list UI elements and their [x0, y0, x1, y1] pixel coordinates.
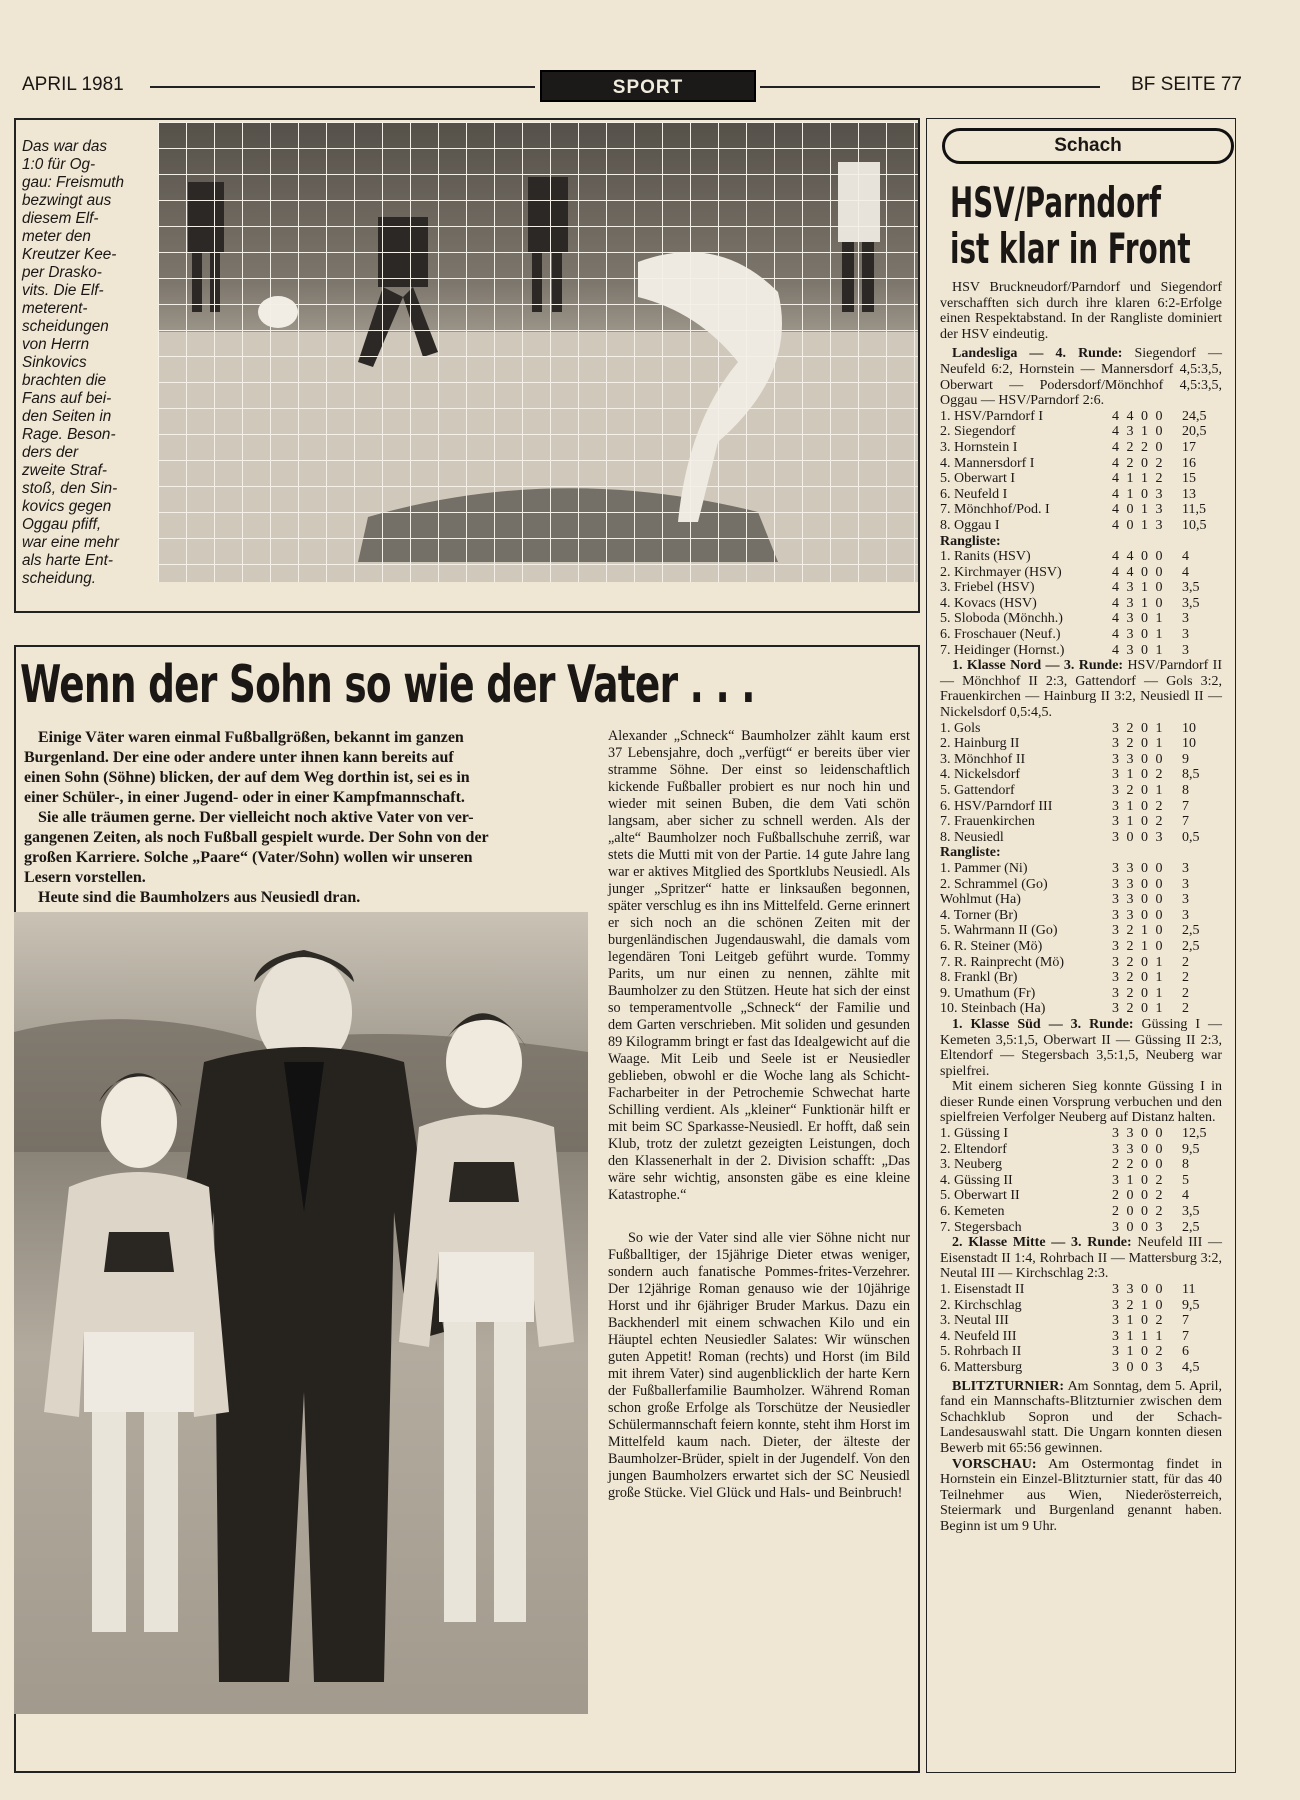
standings-score: 3 3 0 0 — [1112, 1141, 1165, 1157]
standings-score: 4 3 0 1 — [1112, 627, 1165, 643]
sued-text: Güssing I — Kemeten 3,5:1,5, Oberwart II — Güssing II 2:3, Eltendorf — Stegersbach 3,5:1,5, Neuberg war spielfrei. — [940, 1016, 1223, 1079]
standings-row — [940, 1220, 1222, 1236]
standings-pts: 3 — [1182, 627, 1189, 643]
standings-pts: 16 — [1182, 455, 1196, 471]
standings-pts: 7 — [1182, 814, 1189, 830]
standings-row — [940, 814, 1222, 830]
standings-score: 3 3 0 0 — [1112, 860, 1165, 876]
standings-name: 4. Nickelsdorf — [940, 767, 1021, 783]
standings-score: 3 0 0 3 — [1112, 1359, 1165, 1375]
standings-score: 3 3 0 0 — [1112, 751, 1165, 767]
standings-score: 4 2 0 2 — [1112, 455, 1165, 471]
standings-row — [940, 861, 1222, 877]
standings-name: 7. Heidinger (Hornst.) — [940, 642, 1065, 658]
blitz-text: Am Sonntag, dem 5. April, fand ein Mannschafts-Blitzturnier zwischen dem Schachklub Sopron und der Schach-Landesauswahl statt. Die Ungarn konnten diesen Bewerb mit 65:56 gewinnen. — [940, 1378, 1222, 1456]
standings-pts: 9 — [1182, 751, 1189, 767]
standings-row — [940, 1313, 1222, 1329]
standings-row — [940, 736, 1222, 752]
caption-line: Oggau pfiff, — [22, 516, 102, 533]
standings-score: 3 2 0 1 — [1112, 720, 1165, 736]
caption-line: von Herrn — [22, 336, 90, 353]
standings-row — [940, 1188, 1222, 1204]
standings-row — [940, 955, 1222, 971]
caption-line: Das war das — [22, 138, 108, 155]
standings-name: 3. Hornstein I — [940, 439, 1018, 455]
intro-line: Lesern vorstellen. — [24, 869, 146, 886]
standings-pts: 7 — [1182, 1313, 1189, 1329]
standings-score: 3 0 0 3 — [1112, 829, 1165, 845]
standings-row — [940, 502, 1222, 518]
vorschau-block — [940, 1457, 1222, 1535]
standings-score: 3 1 0 2 — [1112, 767, 1165, 783]
mitte-block — [940, 1235, 1222, 1282]
standings-row — [940, 752, 1222, 768]
caption-line: scheidungen — [22, 318, 109, 335]
article-intro — [24, 728, 584, 908]
caption-line: scheidung. — [22, 570, 96, 587]
landesliga-rangliste-label: Rangliste: — [940, 533, 1001, 549]
standings-score: 3 3 0 0 — [1112, 876, 1165, 892]
caption-line: ders der — [22, 444, 79, 461]
family-portrait-icon — [14, 912, 588, 1714]
standings-score: 4 3 0 1 — [1112, 611, 1165, 627]
standings-name: 1. Ranits (HSV) — [940, 549, 1031, 565]
standings-row — [940, 1142, 1222, 1158]
standings-score: 3 2 0 1 — [1112, 783, 1165, 798]
caption-line: stoß, den Sin- — [22, 480, 118, 497]
chess-results — [940, 280, 1222, 1535]
standings-name: 1. Güssing I — [940, 1126, 1009, 1142]
standings-score: 2 0 0 2 — [1112, 1204, 1165, 1220]
nord-rangliste-label: Rangliste: — [940, 845, 1001, 861]
intro-line: einen Sohn (Söhne) blicken, der auf dem Weg dorthin ist, sei es in — [24, 769, 470, 786]
standings-name: 5. Rohrbach II — [940, 1344, 1022, 1360]
caption-line: als harte Ent- — [22, 552, 113, 569]
standings-pts: 7 — [1182, 798, 1189, 814]
standings-name: 2. Kirchschlag — [940, 1297, 1022, 1313]
standings-pts: 10 — [1182, 720, 1196, 736]
standings-name: 1. Gols — [940, 720, 981, 736]
standings-name: 5. Sloboda (Mönchh.) — [940, 611, 1063, 627]
caption-line: Kreutzer Kee- — [22, 246, 117, 263]
standings-pts: 3 — [1182, 611, 1189, 627]
standings-score: 3 2 0 1 — [1112, 954, 1165, 970]
standings-name: 8. Frankl (Br) — [940, 970, 1018, 986]
standings-row — [940, 908, 1222, 924]
standings-score: 3 1 0 2 — [1112, 1172, 1165, 1188]
article-paragraph-1: Alexander „Schneck“ Baumholzer zählt kaum erst 37 Lebensjahre, doch „verfügt“ er bereits über vier stramme Söhne. Der einst so leidenschaftlich kickende Fußballer probiert es nur noch hin und wieder mit seinen Buben, die dem Vati schön langsam, aber sicher zu schnell werden. Als der „alte“ Baumholzer noch Fußballschuhe zerriß, war stets die Mutti mit von der Partie. 14 gute Jahre lang war er aktives Mitglied des Sportklubs Neusiedl. Als junger „Spritzer“ hatte er linksaußen begonnen, später verschlug es ihn ins Mittelfeld. Gerne erinnert er sich noch an die schönen Zeiten mit der burgenländischen Jugendauswahl, die damals vom legendären Toni Leitgeb geführt wurde. Tommy Parits, um nur einen zu nennen, zählte mit Baumholzer zu den Stützen. Heute hat sich der einst so temperamentvolle „Schneck“ der Familie und dem Garten verschrieben. Mit soliden und gesunden 89 Kilogramm bringt er fast das Idealgewicht auf die Waage. Mit Leib und Seele ist er Neusiedler geblieben, obwohl er die Woche lang als Schicht-Facharbeiter in der Petrochemie Schwechat harte Schilling verdient. Als „kleiner“ Funktionär hilft er mit beim SC Sparkasse-Neusiedl. Er hofft, daß sein Klub, trotz der zuletzt gezeigten Leistungen, doch den Klassenerhalt in der 2. Division schafft: „Das wäre sehr wichtig, ansonsten gäbe es eine kleine Katastrophe.“ — [608, 728, 910, 1203]
caption-line: war eine mehr — [22, 534, 119, 551]
standings-score: 3 3 0 0 — [1112, 1126, 1165, 1142]
standings-pts: 8 — [1182, 783, 1189, 798]
standings-score: 4 4 0 0 — [1112, 564, 1165, 580]
intro-line: Heute sind die Baumholzers aus Neusiedl dran. — [38, 889, 361, 906]
standings-name: 1. HSV/Parndorf I — [940, 408, 1044, 424]
standings-pts: 3 — [1182, 876, 1189, 892]
intro-line: einer Schüler-, in einer Jugend- oder in einer Kampfmannschaft. — [24, 789, 465, 806]
sued-label: 1. Klasse Süd — 3. Runde: — [952, 1016, 1134, 1032]
standings-row — [940, 487, 1222, 503]
standings-pts: 20,5 — [1182, 424, 1207, 440]
blitz-block — [940, 1379, 1222, 1457]
caption-line: kovics gegen — [22, 498, 112, 515]
article-body — [608, 728, 910, 1516]
standings-name: Wohlmut (Ha) — [940, 892, 1021, 908]
standings-score: 4 2 2 0 — [1112, 439, 1165, 455]
standings-score: 3 2 0 1 — [1112, 985, 1165, 1001]
standings-name: 2. Schrammel (Go) — [940, 876, 1048, 892]
standings-name: 3. Neuberg — [940, 1157, 1002, 1173]
nord-text: HSV/Parndorf II — Mönchhof II 2:3, Gattendorf — Gols 3:2, Frauenkirchen — Hainburg II 3:2, Neusiedl II — Nickelsdorf 0,5:4,5. — [940, 658, 1222, 721]
caption-line: gau: Freismuth — [22, 174, 125, 191]
standings-pts: 3 — [1182, 642, 1189, 658]
header-rule-right — [760, 86, 1100, 88]
standings-name: 9. Umathum (Fr) — [940, 985, 1036, 1001]
caption-line: diesem Elf- — [22, 210, 99, 227]
standings-row — [940, 565, 1222, 581]
standings-row — [940, 1157, 1222, 1173]
standings-row — [940, 1126, 1222, 1142]
standings-row — [940, 471, 1222, 487]
nord-table — [940, 721, 1222, 846]
standings-name: 3. Mönchhof II — [940, 751, 1026, 767]
standings-pts: 2,5 — [1182, 1219, 1200, 1235]
sued-extra: Mit einem sicheren Sieg konnte Güssing I in dieser Runde einen Vorsprung verbuchen und den spielfreien Verfolger Neuberg auf Distanz halten. — [940, 1079, 1222, 1126]
standings-score: 3 2 0 1 — [1112, 970, 1165, 986]
standings-row — [940, 518, 1222, 534]
standings-name: 4. Torner (Br) — [940, 907, 1018, 923]
caption-line: Rage. Beson- — [22, 426, 116, 443]
landesliga-label: Landesliga — 4. Runde: — [952, 346, 1123, 362]
standings-name: 6. HSV/Parndorf III — [940, 798, 1053, 814]
standings-pts: 24,5 — [1182, 408, 1207, 424]
standings-score: 4 1 1 2 — [1112, 471, 1165, 487]
standings-pts: 2 — [1182, 970, 1189, 986]
standings-pts: 9,5 — [1182, 1297, 1200, 1313]
standings-pts: 12,5 — [1182, 1126, 1207, 1142]
standings-score: 4 3 0 1 — [1112, 642, 1165, 658]
standings-score: 3 1 1 1 — [1112, 1328, 1165, 1344]
standings-pts: 7 — [1182, 1328, 1189, 1344]
standings-pts: 3 — [1182, 860, 1189, 876]
standings-name: 5. Gattendorf — [940, 783, 1015, 798]
standings-name: 1. Pammer (Ni) — [940, 860, 1028, 876]
standings-pts: 2 — [1182, 1001, 1189, 1017]
standings-row — [940, 986, 1222, 1002]
standings-pts: 10,5 — [1182, 517, 1207, 533]
goal-net-photo-icon — [158, 122, 918, 582]
caption-line: Sinkovics — [22, 354, 87, 371]
vorschau-text: Am Ostermontag findet in Hornstein ein Einzel-Blitzturnier statt, für das 40 Teilnehmer aus Wien, Niederösterreich, Steiermark und Burgenland genannt haben. Beginn ist um 9 Uhr. — [940, 1456, 1222, 1534]
standings-pts: 4,5 — [1182, 1359, 1200, 1375]
standings-row — [940, 923, 1222, 939]
standings-pts: 17 — [1182, 439, 1196, 455]
standings-pts: 2 — [1182, 985, 1189, 1001]
nord-rangliste — [940, 861, 1222, 1017]
standings-row — [940, 1298, 1222, 1314]
standings-pts: 3 — [1182, 907, 1189, 923]
standings-name: 4. Neufeld III — [940, 1328, 1017, 1344]
standings-pts: 8,5 — [1182, 767, 1200, 783]
blitz-label: BLITZTURNIER: — [952, 1378, 1065, 1394]
standings-row — [940, 1360, 1222, 1376]
standings-pts: 2,5 — [1182, 923, 1200, 939]
caption-line: 1:0 für Og- — [22, 156, 96, 173]
caption-line: vits. Die Elf- — [22, 282, 104, 299]
article-paragraph-2: So wie der Vater sind alle vier Söhne nicht nur Fußballtiger, der 15jährige Dieter etwas weniger, sondern auch fanatische Pommes-frites-Verzehrer. Der 12jährige Roman genauso wie der 10jährige Horst und ihr 6jähriger Bruder Markus. Dazu ein Backhenderl mit einem schwachen Kilo und ein Häuptel echten Neusiedler Salates: Wir wünschen guten Appetit! Roman (rechts) und Horst (im Bild mit ihrem Vater) sind augenblicklich der harte Kern der Fußballerfamilie Baumholzer. Während Roman schon große Erfolge als Torschütze der Neusiedler Schülermannschaft feiern konnte, steht ihm Horst im Mittelfeld kaum nach. Dieter, der älteste der Baumholzer-Brüder, spielt in der Jugendelf. Von den jungen Baumholzers erwartet sich der SC Neusiedl große Stücke. Viel Glück und Hals- und Beinbruch! — [608, 1230, 910, 1501]
landesliga-table — [940, 409, 1222, 534]
nord-label: 1. Klasse Nord — 3. Runde: — [952, 658, 1124, 674]
sued-block — [940, 1017, 1222, 1079]
standings-pts: 3 — [1182, 892, 1189, 908]
caption-line: Fans auf bei- — [22, 390, 112, 407]
standings-row — [940, 549, 1222, 565]
caption-line: bezwingt aus — [22, 192, 112, 209]
standings-row — [940, 643, 1222, 659]
caption-line: meter den — [22, 228, 91, 245]
standings-name: 7. Frauenkirchen — [940, 814, 1035, 830]
standings-row — [940, 939, 1222, 955]
standings-name: 3. Friebel (HSV) — [940, 580, 1035, 596]
standings-row — [940, 456, 1222, 472]
standings-name: 4. Mannersdorf I — [940, 455, 1035, 471]
standings-pts: 4 — [1182, 564, 1189, 580]
caption-line: meterent- — [22, 300, 88, 317]
standings-score: 4 1 0 3 — [1112, 486, 1165, 502]
standings-row — [940, 767, 1222, 783]
vorschau-label: VORSCHAU: — [952, 1456, 1037, 1472]
standings-pts: 6 — [1182, 1344, 1189, 1360]
standings-score: 3 1 0 2 — [1112, 814, 1165, 830]
intro-line: Sie alle träumen gerne. Der vielleicht noch aktive Vater von ver- — [38, 809, 474, 826]
standings-score: 3 1 0 2 — [1112, 1344, 1165, 1360]
standings-name: 2. Kirchmayer (HSV) — [940, 564, 1062, 580]
standings-pts: 3,5 — [1182, 1204, 1200, 1220]
standings-row — [940, 596, 1222, 612]
nord-block — [940, 658, 1222, 720]
standings-row — [940, 1344, 1222, 1360]
standings-row — [940, 440, 1222, 456]
standings-pts: 15 — [1182, 471, 1196, 487]
standings-score: 3 3 0 0 — [1112, 907, 1165, 923]
standings-score: 4 4 0 0 — [1112, 408, 1165, 424]
standings-pts: 3,5 — [1182, 595, 1200, 611]
standings-row — [940, 877, 1222, 893]
issue-date: APRIL 1981 — [22, 74, 124, 95]
landesliga-text: Siegendorf — Neufeld 6:2, Hornstein — Mannersdorf 4,5:3,5, Oberwart — Podersdorf/Mönchhof 4,5:3,5, Oggau — HSV/Parndorf 2:6. — [940, 346, 1222, 409]
standings-row — [940, 721, 1222, 737]
standings-row — [940, 783, 1222, 799]
standings-name: 7. R. Rainprecht (Mö) — [940, 954, 1065, 970]
standings-name: 5. Oberwart I — [940, 471, 1016, 487]
standings-row — [940, 611, 1222, 627]
standings-name: 8. Neusiedl — [940, 829, 1004, 845]
standings-score: 3 3 0 0 — [1112, 892, 1165, 908]
standings-pts: 4 — [1182, 1188, 1189, 1204]
standings-row — [940, 1173, 1222, 1189]
standings-row — [940, 799, 1222, 815]
standings-name: 5. Oberwart II — [940, 1188, 1020, 1204]
family-photo — [14, 912, 588, 1714]
intro-line: Burgenland. Der eine oder andere unter ihnen kann bereits auf — [24, 749, 454, 766]
standings-score: 4 3 1 0 — [1112, 424, 1165, 440]
standings-score: 3 0 0 3 — [1112, 1219, 1165, 1235]
standings-name: 6. Kemeten — [940, 1204, 1005, 1220]
mitte-text: Neufeld III — Eisenstadt II 1:4, Rohrbach II — Mattersburg 3:2, Neutal III — Kirchschlag 2:3. — [940, 1235, 1223, 1282]
standings-name: 6. Mattersburg — [940, 1359, 1023, 1375]
standings-name: 1. Eisenstadt II — [940, 1282, 1025, 1297]
standings-score: 3 1 0 2 — [1112, 798, 1165, 814]
standings-name: 7. Mönchhof/Pod. I — [940, 502, 1050, 518]
landesliga-rangliste — [940, 549, 1222, 658]
standings-name: 6. Froschauer (Neuf.) — [940, 627, 1061, 643]
mitte-label: 2. Klasse Mitte — 3. Runde: — [952, 1235, 1132, 1251]
standings-row — [940, 892, 1222, 908]
standings-name: 6. R. Steiner (Mö) — [940, 938, 1043, 954]
standings-pts: 10 — [1182, 736, 1196, 752]
caption-line: zweite Straf- — [22, 462, 108, 479]
standings-name: 4. Güssing II — [940, 1172, 1013, 1188]
standings-name: 3. Neutal III — [940, 1313, 1009, 1329]
standings-pts: 11 — [1182, 1282, 1196, 1297]
standings-score: 4 4 0 0 — [1112, 549, 1165, 565]
standings-score: 3 2 1 0 — [1112, 1297, 1165, 1313]
standings-pts: 13 — [1182, 486, 1196, 502]
intro-line: großen Karriere. Solche „Paare“ (Vater/Sohn) wollen wir unseren — [24, 849, 473, 866]
standings-score: 3 3 0 0 — [1112, 1282, 1165, 1297]
chess-headline-line2: ist klar in Front — [950, 224, 1191, 273]
standings-score: 4 0 1 3 — [1112, 517, 1165, 533]
standings-name: 4. Kovacs (HSV) — [940, 595, 1037, 611]
standings-pts: 2,5 — [1182, 938, 1200, 954]
section-label: SPORT — [540, 70, 756, 102]
standings-name: 8. Oggau I — [940, 517, 1000, 533]
standings-score: 3 2 0 1 — [1112, 1001, 1165, 1017]
header-rule-left — [150, 86, 535, 88]
standings-pts: 9,5 — [1182, 1141, 1200, 1157]
caption-line: den Seiten in — [22, 408, 112, 425]
standings-row — [940, 627, 1222, 643]
standings-name: 5. Wahrmann II (Go) — [940, 923, 1058, 939]
standings-pts: 0,5 — [1182, 829, 1200, 845]
standings-pts: 11,5 — [1182, 502, 1206, 518]
standings-pts: 5 — [1182, 1172, 1189, 1188]
landesliga-block — [940, 346, 1222, 408]
standings-pts: 2 — [1182, 954, 1189, 970]
article-headline: Wenn der Sohn so wie der Vater . . . — [20, 655, 755, 715]
standings-name: 2. Hainburg II — [940, 736, 1020, 752]
mitte-table — [940, 1282, 1222, 1376]
standings-row — [940, 409, 1222, 425]
caption-line: brachten die — [22, 372, 107, 389]
standings-pts: 3,5 — [1182, 580, 1200, 596]
standings-row — [940, 580, 1222, 596]
standings-row — [940, 1204, 1222, 1220]
chess-lead: HSV Bruckneudorf/Parndorf und Siegendorf verschafften sich durch ihre klaren 6:2-Erfolge einen Respektabstand. In der Rangliste dominiert der HSV eindeutig. — [940, 280, 1222, 342]
standings-name: 10. Steinbach (Ha) — [940, 1001, 1046, 1017]
standings-score: 2 0 0 2 — [1112, 1188, 1165, 1204]
standings-pts: 8 — [1182, 1157, 1189, 1173]
standings-name: 2. Eltendorf — [940, 1141, 1007, 1157]
sued-table — [940, 1126, 1222, 1235]
standings-name: 2. Siegendorf — [940, 424, 1016, 440]
standings-score: 3 2 1 0 — [1112, 938, 1165, 954]
standings-score: 3 1 0 2 — [1112, 1313, 1165, 1329]
standings-score: 2 2 0 0 — [1112, 1157, 1165, 1173]
chess-section-title: Schach — [942, 128, 1234, 164]
standings-name: 7. Stegersbach — [940, 1219, 1022, 1235]
chess-headline-line1: HSV/Parndorf — [950, 178, 1162, 227]
standings-name: 6. Neufeld I — [940, 486, 1008, 502]
standings-score: 4 3 1 0 — [1112, 580, 1165, 596]
standings-row — [940, 424, 1222, 440]
standings-row — [940, 970, 1222, 986]
page-number: BF SEITE 77 — [1131, 74, 1242, 95]
goal-photo — [158, 122, 918, 582]
chess-headline — [950, 180, 1191, 272]
standings-score: 3 2 1 0 — [1112, 923, 1165, 939]
standings-score: 4 0 1 3 — [1112, 502, 1165, 518]
intro-line: Einige Väter waren einmal Fußballgrößen, bekannt im ganzen — [38, 729, 464, 746]
caption-line: per Drasko- — [22, 264, 102, 281]
standings-row — [940, 1282, 1222, 1298]
photo-caption — [22, 138, 152, 588]
standings-pts: 4 — [1182, 549, 1189, 565]
standings-score: 3 2 0 1 — [1112, 736, 1165, 752]
standings-row — [940, 830, 1222, 846]
intro-line: gangenen Zeiten, als noch Fußball gespielt wurde. Der Sohn von der — [24, 829, 489, 846]
standings-score: 4 3 1 0 — [1112, 595, 1165, 611]
standings-row — [940, 1001, 1222, 1017]
standings-row — [940, 1329, 1222, 1345]
